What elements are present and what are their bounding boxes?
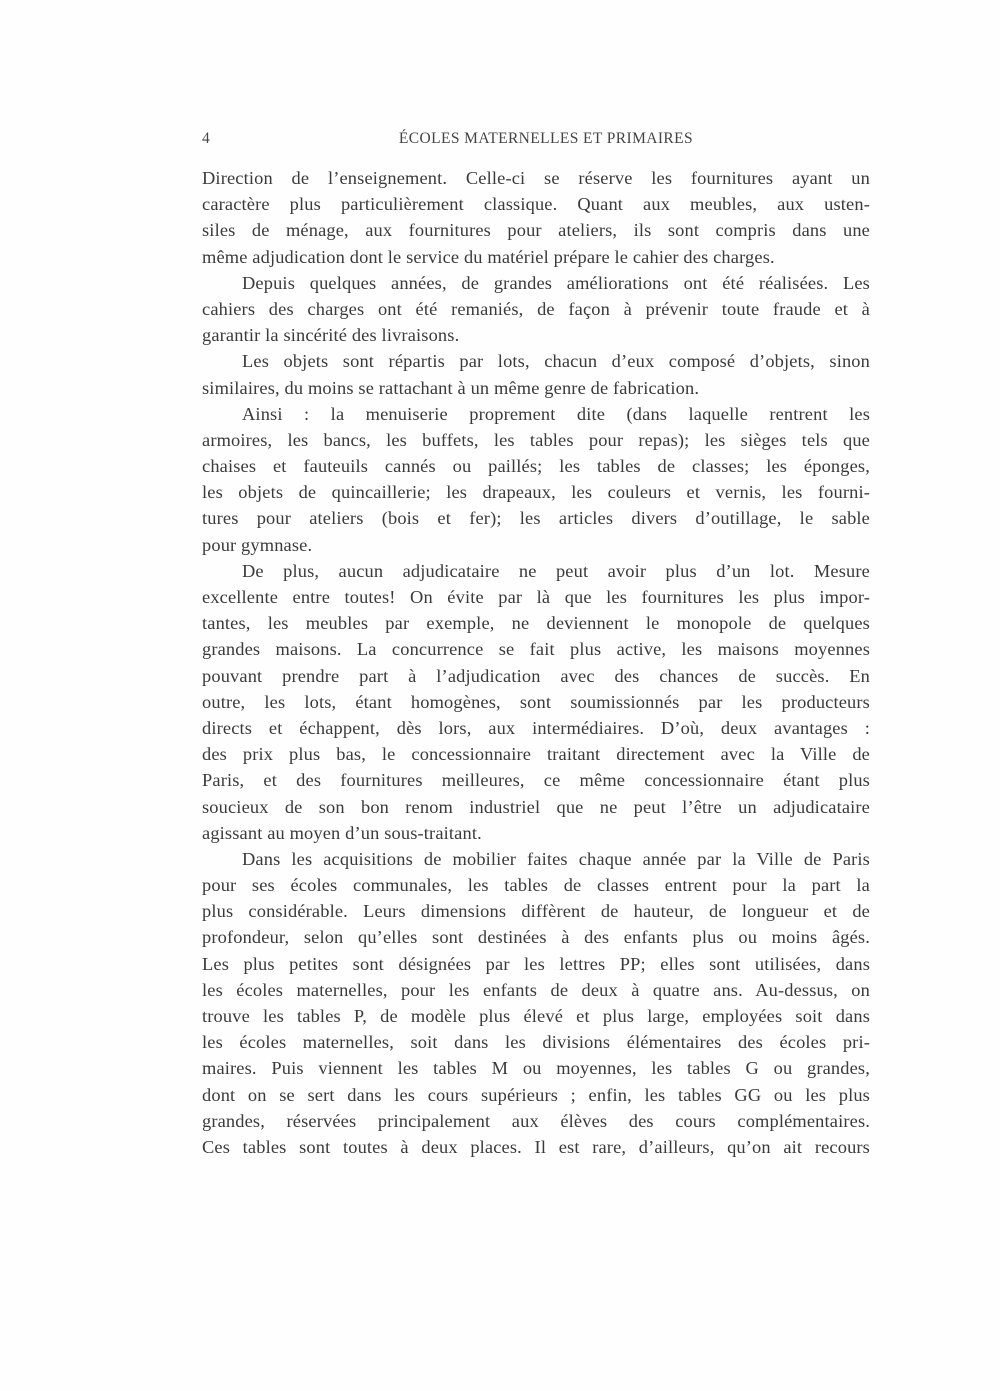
running-head [202,130,870,154]
text-line: grandes, réservées principalement aux élèves des cours complémentaires. [202,1110,870,1131]
text-line: Paris, et des fournitures meilleures, ce même concessionnaire étant plus [202,770,870,791]
text-line: pour ses écoles communales, les tables de classes entrent pour la part la [202,875,870,896]
text-line: trouve les tables P, de modèle plus élevé et plus large, employées soit dans [202,1006,870,1026]
text-line: caractère plus particulièrement classique. Quant aux meubles, aux usten- [202,194,870,215]
text-line: les écoles maternelles, soit dans les divisions élémentaires des écoles pri- [202,1032,870,1053]
text-line: plus considérable. Leurs dimensions diffèrent de hauteur, de longueur et de [202,901,870,922]
text-line: directs et échappent, dès lors, aux intermédiaires. D’où, deux avantages : [202,717,870,738]
page-number: 4 [202,130,211,147]
text-line: Depuis quelques années, de grandes améliorations ont été réalisées. Les [242,272,870,293]
text-line: maires. Puis viennent les tables M ou moyennes, les tables G ou grandes, [202,1058,870,1079]
text-line: soucieux de son bon renom industriel que ne peut l’être un adjudicataire [202,796,870,817]
text-line: Ces tables sont toutes à deux places. Il est rare, d’ailleurs, qu’on ait recours [202,1136,870,1157]
text-line: pouvant prendre part à l’adjudication avec des chances de succès. En [202,665,870,686]
text-line: Ainsi : la menuiserie proprement dite (dans laquelle rentrent les [242,403,870,424]
body-text [202,165,870,1160]
running-title: ÉCOLES MATERNELLES ET PRIMAIRES [398,130,694,147]
text-line: De plus, aucun adjudicataire ne peut avoir plus d’un lot. Mesure [242,560,870,581]
text-line: tures pour ateliers (bois et fer); les articles divers d’outillage, le sable [202,508,870,529]
text-line: profondeur, selon qu’elles sont destinées à des enfants plus ou moins âgés. [202,927,870,948]
text-line: Les objets sont répartis par lots, chacun d’eux composé d’objets, sinon [242,351,870,372]
text-line: outre, les lots, étant homogènes, sont soumissionnés par les producteurs [202,691,870,712]
text-line: les objets de quincaillerie; les drapeaux, les couleurs et vernis, les fourni- [202,482,870,503]
text-line: agissant au moyen d’un sous-traitant. [202,822,482,843]
text-line: grandes maisons. La concurrence se fait plus active, les maisons moyennes [202,639,870,660]
text-line: même adjudication dont le service du matériel prépare le cahier des charges. [202,246,775,267]
text-line: Les plus petites sont désignées par les lettres PP; elles sont utilisées, dans [202,953,870,974]
text-line: pour gymnase. [202,534,313,555]
text-line: tantes, les meubles par exemple, ne deviennent le monopole de quelques [202,613,870,634]
text-line: chaises et fauteuils cannés ou paillés; les tables de classes; les éponges, [202,456,870,477]
text-line: Dans les acquisitions de mobilier faites chaque année par la Ville de Paris [242,848,870,869]
text-line: excellente entre toutes! On évite par là que les fournitures les plus impor- [202,587,870,607]
text-line: des prix plus bas, le concessionnaire traitant directement avec la Ville de [202,744,870,765]
text-line: cahiers des charges ont été remaniés, de façon à prévenir toute fraude et à [202,298,870,319]
text-line: garantir la sincérité des livraisons. [202,325,460,346]
text-line: siles de ménage, aux fournitures pour ateliers, ils sont compris dans une [202,220,870,241]
text-line: armoires, les bancs, les buffets, les tables pour repas); les sièges tels que [202,429,870,450]
text-line: similaires, du moins se rattachant à un même genre de fabrication. [202,377,700,398]
text-line: les écoles maternelles, pour les enfants de deux à quatre ans. Au-dessus, on [202,979,870,1000]
text-line: Direction de l’enseignement. Celle-ci se réserve les fournitures ayant un [202,168,870,188]
text-line: dont on se sert dans les cours supérieurs ; enfin, les tables GG ou les plus [202,1084,870,1105]
